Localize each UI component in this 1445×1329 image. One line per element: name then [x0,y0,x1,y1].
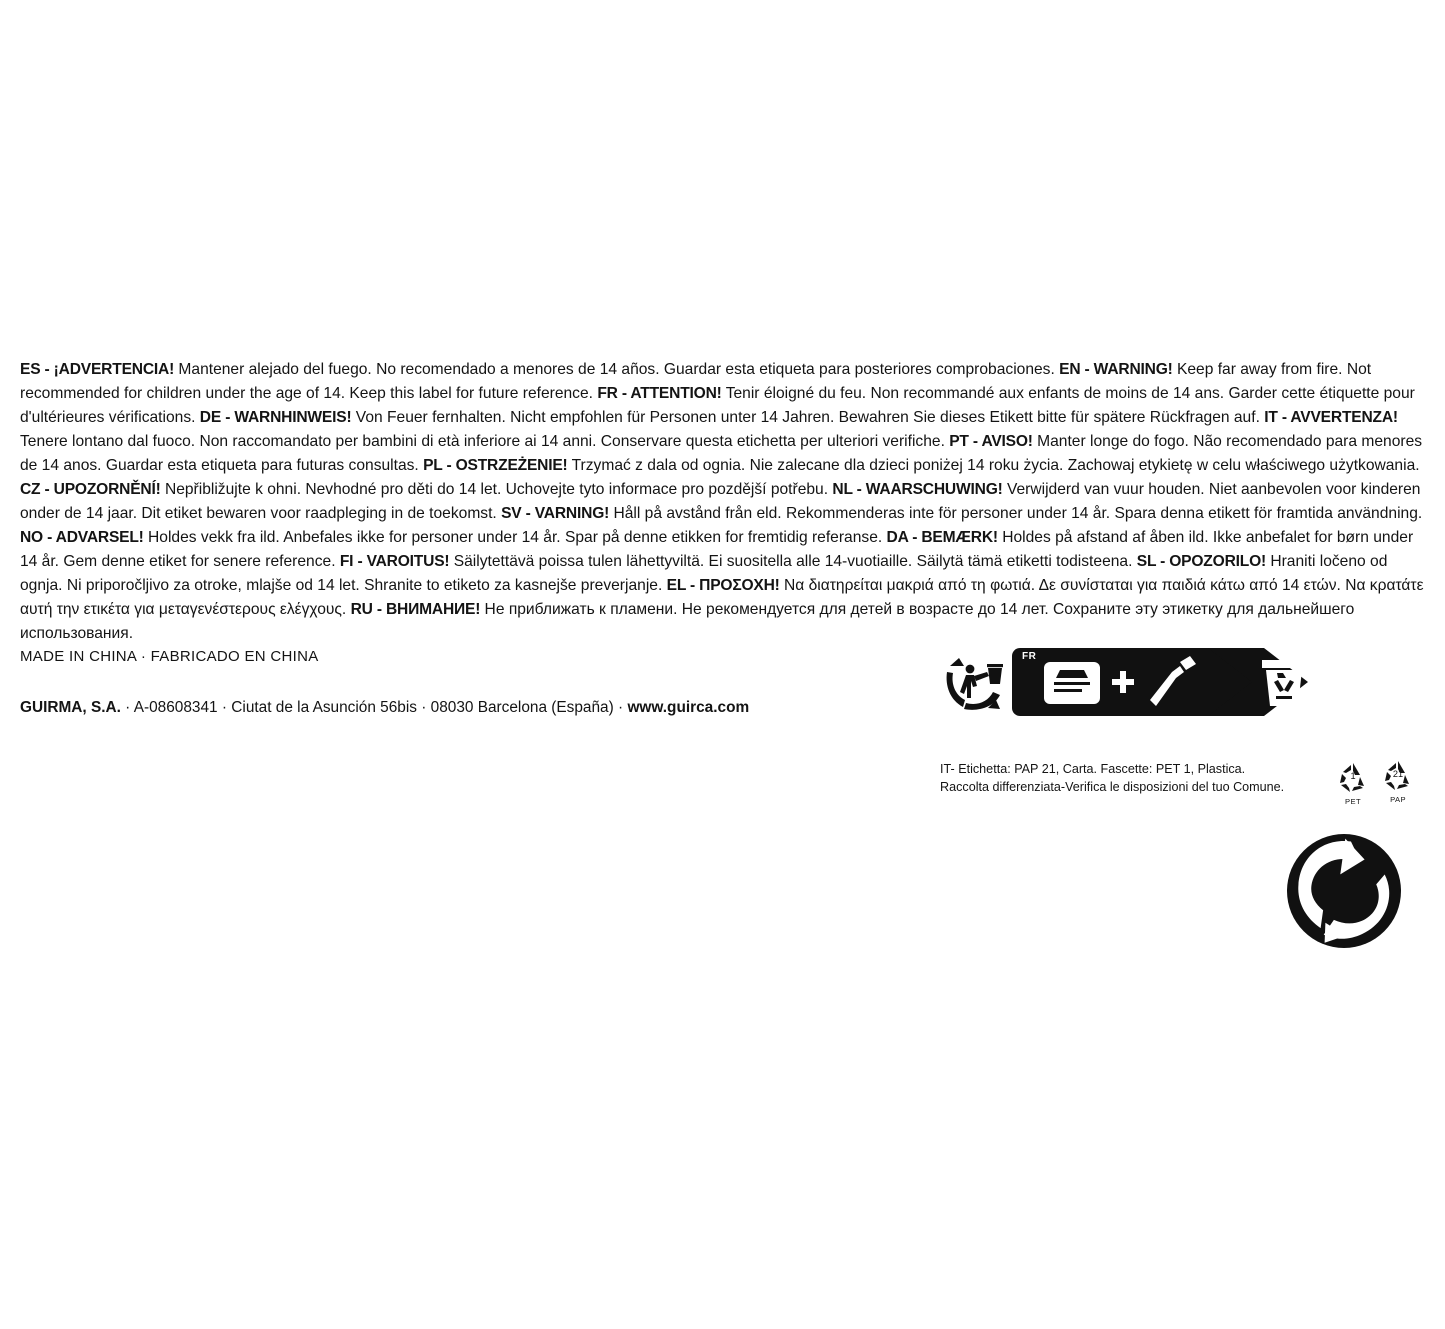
warning-body-text: Tenere lontano dal fuoco. Non raccomandato per bambini di età inferiore ai 14 anni. Conservare questa etichetta per ulteriori verifiche. [20,433,950,450]
sorting-instruction-strip [1012,648,1316,716]
warning-language-label: PT - AVISO! [949,433,1033,450]
it-recycling-line-2: Raccolta differenziata-Verifica le disposizioni del tuo Comune. [940,779,1285,794]
warning-language-label: EL - ΠΡΟΣΟΧΗ! [666,577,780,594]
warning-body-text: Manter longe do fogo. Não recomendado para menores de 14 anos. Guardar esta etiqueta para futuras consultas. [20,433,1423,474]
warning-body-text: Hraniti ločeno od ognja. Ni priporočljivo za otroke, mlajše od 14 let. Shranite to etiketo za kasnejše preverjanje. [20,553,1388,594]
warning-language-label: PL - OSTRZEŻENIE! [423,457,568,474]
warning-language-label: EN - WARNING! [1059,361,1173,378]
it-recycling-line-1: IT- Etichetta: PAP 21, Carta. Fascette: PET 1, Plastica. [940,762,1246,776]
warning-body-text: Να διατηρείται μακριά από τη φωτιά. Δε συνίσταται για παιδιά κάτω από 14 ετών. Να κρατάτε αυτή την ετικέτα για μεταγενέστερους ελέγχους. [20,577,1424,618]
recycling-instructions-graphic [944,648,1316,716]
warning-item [20,529,887,546]
warning-language-label: RU - ВНИМАНИЕ! [350,601,481,618]
warning-language-label: DE - WARNHINWEIS! [199,409,352,426]
italian-recycling-note [940,761,1340,797]
warning-language-label: DA - BEMÆRK! [886,529,998,546]
warning-language-label: NL - WAARSCHUWING! [832,481,1003,498]
warning-body-text: Mantener alejado del fuego. No recomendado a menores de 14 años. Guardar esta etiqueta para posteriores comprobaciones. [174,361,1060,378]
warning-language-label: ES - ¡ADVERTENCIA! [20,361,175,378]
warning-item [340,553,1137,570]
warning-body-text: Keep far away from fire. Not recommended for children under the age of 14. Keep this label for future reference. [20,361,1372,402]
made-in-line: MADE IN CHINA · FABRICADO EN CHINA [20,648,319,665]
warning-language-label: NO - ADVARSEL! [20,529,144,546]
warning-language-label: IT - AVVERTENZA! [1264,409,1398,426]
warning-body-text: Von Feuer fernhalten. Nicht empfohlen für Personen unter 14 Jahren. Bewahren Sie dieses Etikett bitte für spätere Rückfragen auf. [351,409,1265,426]
separator-3: · [613,699,628,716]
warning-body-text: Holdes på afstand af åben ild. Ikke anbefalet for børn under 14 år. Gem denne etiket for senere reference. [20,529,1414,570]
warning-body-text: Säilytettävä poissa tulen lähettyviltä. Ei suositella alle 14-vuotiaille. Säilytä tämä etiketti todisteena. [449,553,1137,570]
company-address: Ciutat de la Asunción 56bis · 08030 Barcelona (España) [231,699,614,716]
warning-item [423,457,1419,474]
warning-language-label: FR - ATTENTION! [597,385,722,402]
warning-language-label: CZ - UPOZORNĚNÍ! [20,481,161,498]
warning-body-text: Holdes vekk fra ild. Anbefales ikke for personer under 14 år. Spar på denne etikken for fremtidig referanse. [143,529,887,546]
material-code-pet [1333,760,1373,806]
material-code-label: PAP [1390,795,1406,804]
company-vat: A-08608341 [133,699,218,716]
warning-item [501,505,1422,522]
material-code-number: 21 [1392,769,1404,779]
warning-language-label: SV - VARNING! [501,505,610,522]
company-info-line [20,699,749,717]
material-code-number: 1 [1350,771,1356,781]
company-website: www.guirca.com [627,699,750,716]
multilingual-warning-text [20,358,1425,646]
triman-recycling-icon [944,652,1006,712]
warning-body-text: Verwijderd van vuur houden. Niet aanbevolen voor kinderen onder de 14 jaar. Dit etiket bewaren voor raadpleging in de toekomst. [20,481,1421,522]
separator-2: · [217,699,232,716]
warning-language-label: SL - OPOZORILO! [1136,553,1267,570]
separator-1: · [120,699,134,716]
warning-item [20,361,1059,378]
warning-language-label: FI - VAROITUS! [339,553,450,570]
material-code-label: PET [1345,797,1361,806]
warning-item [200,409,1264,426]
warning-body-text: Trzymać z dala od ognia. Nie zalecane dla dzieci poniżej 14 roku życia. Zachowaj etykietę w celu właściwego użytkowania. [567,457,1420,474]
green-dot-recycling-icon [1286,833,1402,949]
warning-body-text: Tenir éloigné du feu. Non recommandé aux enfants de moins de 14 ans. Garder cette étiquette pour d'ultérieures vérifications. [20,385,1415,426]
paper-bin-icon [1044,662,1100,704]
warning-item [20,481,832,498]
fr-country-tag: FR [1018,650,1040,664]
warning-body-text: Nepřibližujte k ohni. Nevhodné pro děti do 14 let. Uchovejte tyto informace pro pozdější potřebu. [160,481,833,498]
company-name: GUIRMA, S.A. [20,699,121,716]
material-code-pap [1378,758,1418,804]
warning-body-text: Не приближать к пламени. Не рекомендуется для детей в возрасте до 14 лет. Сохраните эту этикетку для дальнейшего использования. [20,601,1355,642]
warning-body-text: Håll på avstånd från eld. Rekommenderas inte för personer under 14 år. Spara denna etikett för framtida användning. [609,505,1423,522]
